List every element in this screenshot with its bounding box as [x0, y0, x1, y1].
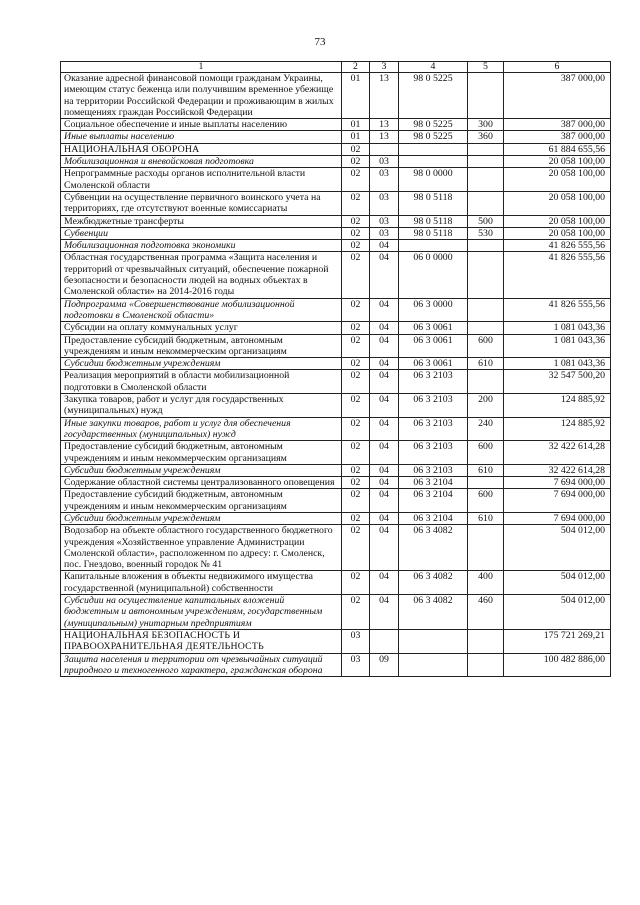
row-subsection: 04	[370, 512, 399, 524]
row-subsection: 04	[370, 252, 399, 298]
row-target-code: 06 3 4082	[399, 571, 468, 595]
row-section: 02	[342, 477, 370, 489]
row-expense-type	[468, 143, 504, 155]
row-target-code: 06 3 0061	[399, 322, 468, 334]
row-name: Иные закупки товаров, работ и услуг для обеспечения государственных (муниципальных) нужд	[61, 417, 342, 441]
header-row	[61, 62, 611, 73]
row-name: Субсидии на осуществление капитальных вложений бюджетным и автономным учреждениям, государственным (муниципальным) унитарным предприятиям	[61, 595, 342, 630]
row-expense-type	[468, 240, 504, 252]
row-target-code: 06 3 4082	[399, 595, 468, 630]
row-section: 03	[342, 653, 370, 677]
row-amount: 504 012,00	[504, 525, 611, 571]
row-name: Мобилизационная подготовка экономики	[61, 240, 342, 252]
row-name: Подпрограмма «Совершенствование мобилизационной подготовки в Смоленской области»	[61, 298, 342, 322]
row-expense-type	[468, 252, 504, 298]
row-amount: 20 058 100,00	[504, 168, 611, 192]
row-amount: 41 826 555,56	[504, 252, 611, 298]
row-subsection: 03	[370, 227, 399, 239]
row-subsection: 13	[370, 119, 399, 131]
row-section: 02	[342, 215, 370, 227]
row-name: Межбюджетные трансферты	[61, 215, 342, 227]
row-target-code	[399, 143, 468, 155]
row-target-code: 98 0 5225	[399, 131, 468, 143]
row-subsection: 03	[370, 168, 399, 192]
row-subsection: 04	[370, 370, 399, 394]
row-target-code: 06 3 2104	[399, 512, 468, 524]
header-col-5: 5	[468, 62, 504, 73]
row-section: 02	[342, 595, 370, 630]
row-name: Защита населения и территории от чрезвычайных ситуаций природного и техногенного характера, гражданская оборона	[61, 653, 342, 677]
row-amount: 387 000,00	[504, 73, 611, 119]
row-target-code	[399, 629, 468, 653]
row-name: Субвенции	[61, 227, 342, 239]
row-amount: 20 058 100,00	[504, 191, 611, 215]
row-section: 01	[342, 119, 370, 131]
table-row	[61, 441, 611, 465]
row-subsection	[370, 629, 399, 653]
row-name: Водозабор на объекте областного государственного бюджетного учреждения «Хозяйственное управление Администрации Смоленской области», расположенном по адресу: г. Смоленск, пос. Гнездово, военный городок № 41	[61, 525, 342, 571]
table-row	[61, 394, 611, 418]
row-target-code	[399, 653, 468, 677]
row-amount: 20 058 100,00	[504, 215, 611, 227]
row-section: 02	[342, 191, 370, 215]
row-name: НАЦИОНАЛЬНАЯ ОБОРОНА	[61, 143, 342, 155]
row-amount: 41 826 555,56	[504, 298, 611, 322]
row-target-code: 06 3 2103	[399, 464, 468, 476]
row-amount: 20 058 100,00	[504, 156, 611, 168]
row-section: 02	[342, 512, 370, 524]
row-target-code: 06 3 2103	[399, 394, 468, 418]
row-target-code: 98 0 5118	[399, 215, 468, 227]
row-subsection: 04	[370, 240, 399, 252]
row-target-code: 98 0 5225	[399, 73, 468, 119]
header-col-2: 2	[342, 62, 370, 73]
row-amount: 32 547 500,20	[504, 370, 611, 394]
row-section: 02	[342, 571, 370, 595]
row-section: 02	[342, 441, 370, 465]
row-subsection: 13	[370, 73, 399, 119]
row-expense-type: 240	[468, 417, 504, 441]
row-expense-type	[468, 156, 504, 168]
row-subsection: 04	[370, 441, 399, 465]
row-amount: 387 000,00	[504, 131, 611, 143]
table-row	[61, 252, 611, 298]
row-target-code: 98 0 5118	[399, 191, 468, 215]
header-col-1: 1	[61, 62, 342, 73]
row-expense-type: 360	[468, 131, 504, 143]
row-subsection: 03	[370, 156, 399, 168]
budget-table	[60, 61, 611, 677]
table-row	[61, 334, 611, 358]
row-subsection: 13	[370, 131, 399, 143]
row-subsection: 04	[370, 298, 399, 322]
row-expense-type	[468, 298, 504, 322]
row-section: 02	[342, 298, 370, 322]
table-row	[61, 629, 611, 653]
row-section: 01	[342, 73, 370, 119]
row-name: Закупка товаров, работ и услуг для государственных (муниципальных) нужд	[61, 394, 342, 418]
table-row	[61, 322, 611, 334]
table-row	[61, 525, 611, 571]
row-amount: 504 012,00	[504, 595, 611, 630]
header-col-3: 3	[370, 62, 399, 73]
table-row	[61, 215, 611, 227]
row-name: Реализация мероприятий в области мобилизационной подготовки в Смоленской области	[61, 370, 342, 394]
row-target-code	[399, 156, 468, 168]
row-target-code: 98 0 5225	[399, 119, 468, 131]
row-amount: 7 694 000,00	[504, 512, 611, 524]
row-section: 02	[342, 240, 370, 252]
row-expense-type	[468, 73, 504, 119]
row-section: 03	[342, 629, 370, 653]
row-subsection: 04	[370, 394, 399, 418]
row-subsection: 03	[370, 215, 399, 227]
row-expense-type	[468, 191, 504, 215]
table-row	[61, 370, 611, 394]
table-row	[61, 168, 611, 192]
row-amount: 387 000,00	[504, 119, 611, 131]
row-amount: 175 721 269,21	[504, 629, 611, 653]
row-section: 02	[342, 370, 370, 394]
row-target-code: 06 0 0000	[399, 252, 468, 298]
table-row	[61, 119, 611, 131]
table-row	[61, 464, 611, 476]
row-amount: 124 885,92	[504, 394, 611, 418]
table-row	[61, 489, 611, 513]
row-name: Капитальные вложения в объекты недвижимого имущества государственной (муниципальной) собственности	[61, 571, 342, 595]
row-target-code: 06 3 2103	[399, 417, 468, 441]
table-row	[61, 298, 611, 322]
row-expense-type	[468, 629, 504, 653]
row-target-code: 06 3 0061	[399, 334, 468, 358]
row-subsection: 04	[370, 525, 399, 571]
table-row	[61, 595, 611, 630]
row-amount: 1 081 043,36	[504, 358, 611, 370]
row-amount: 124 885,92	[504, 417, 611, 441]
row-subsection: 04	[370, 358, 399, 370]
row-subsection: 04	[370, 489, 399, 513]
row-subsection	[370, 143, 399, 155]
row-target-code: 06 3 2104	[399, 477, 468, 489]
row-target-code: 06 3 2103	[399, 370, 468, 394]
table-row	[61, 571, 611, 595]
row-subsection: 04	[370, 477, 399, 489]
row-section: 02	[342, 525, 370, 571]
row-expense-type: 610	[468, 358, 504, 370]
row-amount: 61 884 655,56	[504, 143, 611, 155]
row-name: Предоставление субсидий бюджетным, автономным учреждениям и иным некоммерческим организациям	[61, 489, 342, 513]
row-target-code	[399, 240, 468, 252]
row-amount: 100 482 886,00	[504, 653, 611, 677]
table-row	[61, 477, 611, 489]
table-row	[61, 240, 611, 252]
row-section: 02	[342, 334, 370, 358]
row-name: Социальное обеспечение и иные выплаты населению	[61, 119, 342, 131]
row-subsection: 04	[370, 595, 399, 630]
row-section: 01	[342, 131, 370, 143]
row-expense-type: 610	[468, 512, 504, 524]
row-section: 02	[342, 358, 370, 370]
table-row	[61, 512, 611, 524]
row-name: Субсидии бюджетным учреждениям	[61, 464, 342, 476]
row-subsection: 04	[370, 571, 399, 595]
table-row	[61, 191, 611, 215]
table-row	[61, 143, 611, 155]
row-target-code: 98 0 5118	[399, 227, 468, 239]
row-name: Субвенции на осуществление первичного воинского учета на территориях, где отсутствуют военные комиссариаты	[61, 191, 342, 215]
row-name: Субсидии бюджетным учреждениям	[61, 512, 342, 524]
table-row	[61, 417, 611, 441]
table-row	[61, 131, 611, 143]
row-target-code: 06 3 2103	[399, 441, 468, 465]
row-subsection: 04	[370, 464, 399, 476]
row-name: Предоставление субсидий бюджетным, автономным учреждениям и иным некоммерческим организациям	[61, 441, 342, 465]
row-subsection: 04	[370, 334, 399, 358]
row-section: 02	[342, 322, 370, 334]
row-section: 02	[342, 464, 370, 476]
row-amount: 41 826 555,56	[504, 240, 611, 252]
row-expense-type: 600	[468, 334, 504, 358]
row-target-code: 06 3 2104	[399, 489, 468, 513]
row-expense-type: 610	[468, 464, 504, 476]
row-expense-type	[468, 370, 504, 394]
page-number: 73	[314, 36, 326, 48]
row-expense-type: 400	[468, 571, 504, 595]
row-section: 02	[342, 143, 370, 155]
row-amount: 7 694 000,00	[504, 477, 611, 489]
row-name: Иные выплаты населению	[61, 131, 342, 143]
row-name: Мобилизационная и вневойсковая подготовка	[61, 156, 342, 168]
row-expense-type	[468, 322, 504, 334]
row-target-code: 06 3 0000	[399, 298, 468, 322]
row-name: Областная государственная программа «Защита населения и территорий от чрезвычайных ситуаций, обеспечение пожарной безопасности и безопасности людей на водных объектах в Смоленской области» на 2014-2016 годы	[61, 252, 342, 298]
row-section: 02	[342, 489, 370, 513]
row-amount: 1 081 043,36	[504, 322, 611, 334]
row-target-code: 06 3 4082	[399, 525, 468, 571]
row-subsection: 09	[370, 653, 399, 677]
row-amount: 1 081 043,36	[504, 334, 611, 358]
row-amount: 32 422 614,28	[504, 464, 611, 476]
row-name: Непрограммные расходы органов исполнительной власти Смоленской области	[61, 168, 342, 192]
row-name: НАЦИОНАЛЬНАЯ БЕЗОПАСНОСТЬ И ПРАВООХРАНИТЕЛЬНАЯ ДЕЯТЕЛЬНОСТЬ	[61, 629, 342, 653]
row-name: Субсидии бюджетным учреждениям	[61, 358, 342, 370]
row-amount: 7 694 000,00	[504, 489, 611, 513]
row-target-code: 98 0 0000	[399, 168, 468, 192]
row-section: 02	[342, 252, 370, 298]
table-row	[61, 73, 611, 119]
row-expense-type	[468, 653, 504, 677]
row-expense-type: 530	[468, 227, 504, 239]
row-subsection: 04	[370, 417, 399, 441]
row-expense-type	[468, 525, 504, 571]
table-row	[61, 227, 611, 239]
row-amount: 20 058 100,00	[504, 227, 611, 239]
row-expense-type: 500	[468, 215, 504, 227]
row-section: 02	[342, 227, 370, 239]
row-section: 02	[342, 168, 370, 192]
row-amount: 504 012,00	[504, 571, 611, 595]
row-section: 02	[342, 394, 370, 418]
row-name: Оказание адресной финансовой помощи гражданам Украины, имеющим статус беженца или получившим временное убежище на территории Российской Федерации и проживающим в жилых помещениях граждан Российской Федерации	[61, 73, 342, 119]
row-target-code: 06 3 0061	[399, 358, 468, 370]
row-expense-type: 300	[468, 119, 504, 131]
row-subsection: 03	[370, 191, 399, 215]
row-expense-type: 600	[468, 489, 504, 513]
table-row	[61, 156, 611, 168]
row-name: Содержание областной системы централизованного оповещения	[61, 477, 342, 489]
row-expense-type: 460	[468, 595, 504, 630]
row-section: 02	[342, 156, 370, 168]
header-col-4: 4	[399, 62, 468, 73]
row-name: Субсидии на оплату коммунальных услуг	[61, 322, 342, 334]
row-expense-type: 600	[468, 441, 504, 465]
row-expense-type	[468, 477, 504, 489]
table-row	[61, 653, 611, 677]
row-expense-type: 200	[468, 394, 504, 418]
row-amount: 32 422 614,28	[504, 441, 611, 465]
row-expense-type	[468, 168, 504, 192]
row-section: 02	[342, 417, 370, 441]
row-name: Предоставление субсидий бюджетным, автономным учреждениям и иным некоммерческим организациям	[61, 334, 342, 358]
header-col-6: 6	[504, 62, 611, 73]
table-row	[61, 358, 611, 370]
row-subsection: 04	[370, 322, 399, 334]
